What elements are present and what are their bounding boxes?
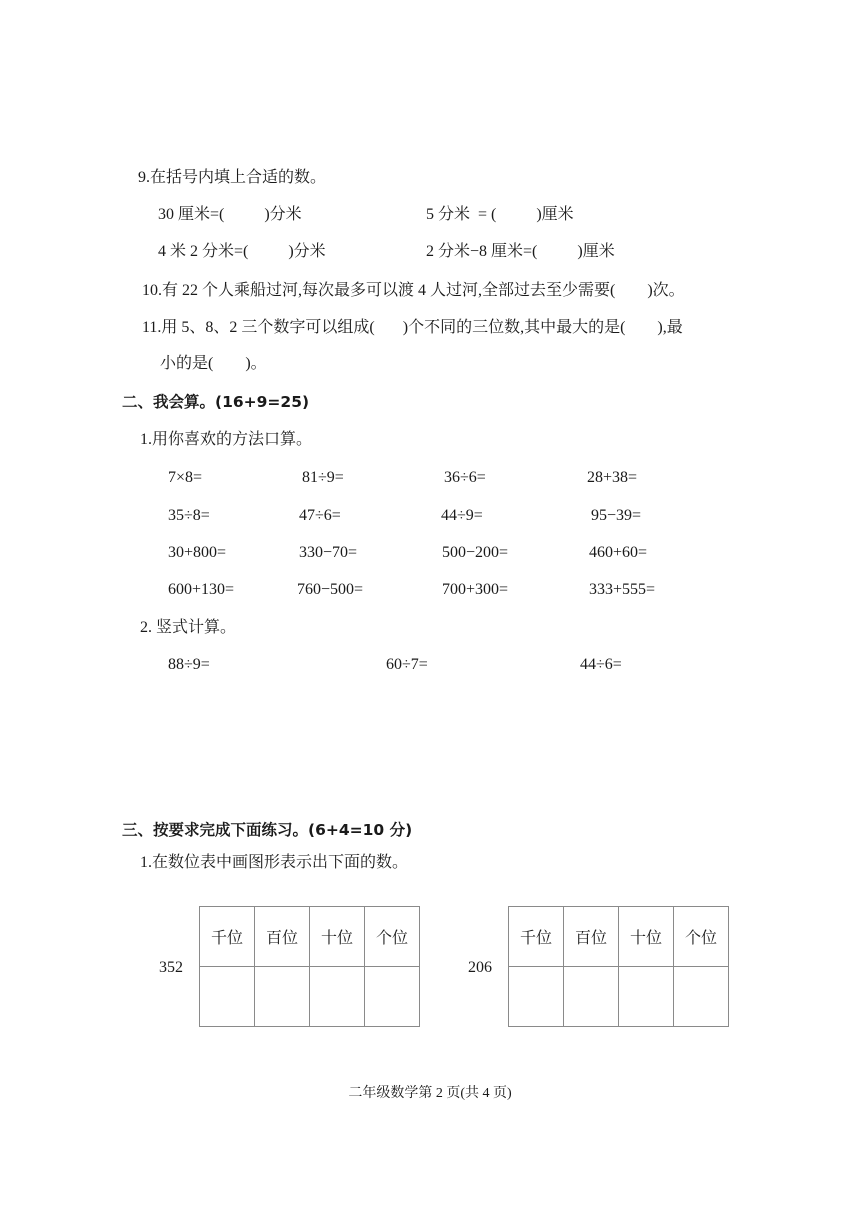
q10-text: 10.有 22 个人乘船过河,每次最多可以渡 4 人过河,全部过去至少需要( )次。 — [142, 282, 685, 299]
place-value-table — [508, 906, 729, 1027]
table-header-cell: 百位 — [564, 907, 619, 967]
table-number: 206 — [468, 959, 492, 976]
table-answer-cell[interactable] — [674, 967, 729, 1027]
oral-item: 44÷9= — [441, 507, 483, 524]
table-header-cell: 千位 — [509, 907, 564, 967]
section3-title: 三、按要求完成下面练习。(6+4=10 分) — [122, 821, 413, 839]
oral-item: 460+60= — [589, 544, 648, 561]
vertical-item: 44÷6= — [580, 656, 622, 673]
oral-item: 7×8= — [168, 469, 203, 486]
oral-item: 28+38= — [587, 469, 638, 486]
q9-row1-right: 5 分米 = ( )厘米 — [426, 206, 574, 223]
table-number: 352 — [159, 959, 183, 976]
table-answer-cell[interactable] — [564, 967, 619, 1027]
oral-item: 700+300= — [442, 581, 509, 598]
oral-item: 500−200= — [442, 544, 509, 561]
oral-item: 600+130= — [168, 581, 235, 598]
oral-item: 81÷9= — [302, 469, 344, 486]
section2-title: 二、我会算。(16+9=25) — [122, 393, 310, 411]
q9-row2-right: 2 分米−8 厘米=( )厘米 — [426, 243, 615, 260]
vertical-item: 88÷9= — [168, 656, 210, 673]
table-header-cell: 千位 — [200, 907, 255, 967]
oral-item: 95−39= — [591, 507, 642, 524]
q11-line1: 11.用 5、8、2 三个数字可以组成( )个不同的三位数,其中最大的是( ),最 — [142, 319, 683, 336]
place-value-table — [199, 906, 420, 1027]
oral-item: 333+555= — [589, 581, 656, 598]
table-answer-cell[interactable] — [509, 967, 564, 1027]
q11-line2: 小的是( )。 — [160, 355, 267, 372]
vertical-item: 60÷7= — [386, 656, 428, 673]
oral-item: 330−70= — [299, 544, 358, 561]
section3-sub1: 1.在数位表中画图形表示出下面的数。 — [140, 854, 409, 871]
oral-item: 30+800= — [168, 544, 227, 561]
table-header-cell: 百位 — [255, 907, 310, 967]
q9-row2-left: 4 米 2 分米=( )分米 — [158, 243, 326, 260]
section2-sub1: 1.用你喜欢的方法口算。 — [140, 431, 313, 448]
oral-item: 760−500= — [297, 581, 364, 598]
oral-item: 35÷8= — [168, 507, 210, 524]
table-header-cell: 十位 — [310, 907, 365, 967]
table-answer-cell[interactable] — [255, 967, 310, 1027]
table-answer-cell[interactable] — [200, 967, 255, 1027]
table-header-cell: 个位 — [365, 907, 420, 967]
table-header-cell: 个位 — [674, 907, 729, 967]
section2-sub2: 2. 竖式计算。 — [140, 619, 237, 636]
table-header-cell: 十位 — [619, 907, 674, 967]
table-answer-cell[interactable] — [365, 967, 420, 1027]
table-answer-cell[interactable] — [310, 967, 365, 1027]
table-answer-cell[interactable] — [619, 967, 674, 1027]
oral-item: 36÷6= — [444, 469, 486, 486]
oral-item: 47÷6= — [299, 507, 341, 524]
page-footer: 二年级数学第 2 页(共 4 页) — [348, 1086, 512, 1101]
q9-row1-left: 30 厘米=( )分米 — [158, 206, 302, 223]
q9-title: 9.在括号内填上合适的数。 — [138, 169, 327, 186]
